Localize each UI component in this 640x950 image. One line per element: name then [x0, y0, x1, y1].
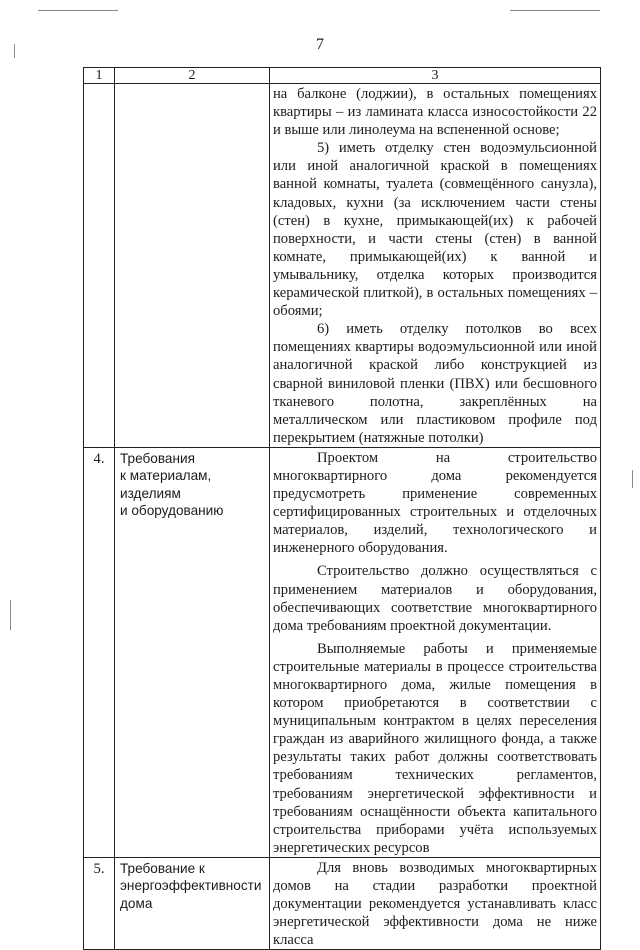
paragraph: 6) иметь отделку потолков во всех помещениях квартиры водоэмульсионной или иной аналогичной краской либо конструкцией из сварной виниловой пленки (ПВХ) или бесшовного тканевого полотна, закреплённых на металлическом или пластиковом профиле под перекрытием (натяжные потолки) — [273, 321, 597, 446]
name-line: дома — [120, 895, 153, 911]
paragraph: Выполняемые работы и применяемые строительные материалы в процессе строительства многоквартирного дома, жилые помещения в котором приобретаются в соответствии с муниципальным контрактом в целях переселения граждан из аварийного жилищного фонда, а также результаты таких работ должны соответствовать требованиям технических регламентов, требованиям энергетической эффективности и требованиям оснащённости объекта капитального строительства приборами учёта используемых энергетических ресурсов — [273, 640, 597, 856]
requirement-content — [270, 447, 601, 857]
table-row — [84, 447, 601, 857]
table-row — [84, 84, 601, 448]
name-line: изделиям — [120, 485, 181, 501]
name-line: и оборудованию — [120, 503, 224, 519]
scan-mark — [38, 10, 118, 11]
name-line: энергоэффективности — [120, 878, 262, 894]
row-number: 4. — [84, 447, 115, 857]
name-line: Требования — [120, 450, 195, 466]
column-header: 1 — [84, 68, 115, 84]
paragraph: Проектом на строительство многоквартирного дома рекомендуется предусмотреть применение современных сертифицированных строительных и отделочных материалов, изделий, технологического и инженерного оборудования. — [273, 449, 597, 557]
column-header: 2 — [115, 68, 270, 84]
page-number: 7 — [316, 36, 324, 53]
scan-mark — [510, 10, 600, 11]
requirement-name — [115, 857, 270, 949]
paragraph: Для вновь возводимых многоквартирных домов на стадии разработки проектной документации рекомендуется устанавливать класс энергетической эффективности дома не ниже класса — [273, 859, 597, 949]
requirement-name — [115, 84, 270, 448]
table-row — [84, 857, 601, 949]
requirement-name — [115, 447, 270, 857]
name-line: к материалам, — [120, 468, 212, 484]
scan-mark — [10, 600, 11, 630]
requirement-content — [270, 84, 601, 448]
requirement-content — [270, 857, 601, 949]
row-number: 5. — [84, 857, 115, 949]
name-line: Требование к — [120, 860, 205, 876]
scan-mark — [632, 470, 633, 488]
requirements-table — [83, 67, 601, 950]
paragraph: Строительство должно осуществляться с применением материалов и оборудования, обеспечивающих соответствие многоквартирного дома требованиям проектной документации. — [273, 563, 597, 634]
paragraph: на балконе (лоджии), в остальных помещениях квартиры – из ламината класса износостойкости 22 и выше или линолеума на вспененной основе; — [273, 86, 597, 139]
table-header-row — [84, 68, 601, 84]
paragraph: 5) иметь отделку стен водоэмульсионной или иной аналогичной краской в помещениях ванной комнаты, туалета (совмещённого санузла), кладовых, кухни (за исключением части стены (стен) в кухне, примыкающей(их) к рабочей поверхности, и части стены (стен) в ванной комнате, примыкающей(их) к ванной и умывальнику, отделка которых производится керамической плиткой), в остальных помещениях – обоями; — [273, 140, 597, 320]
column-header: 3 — [270, 68, 601, 84]
row-number — [84, 84, 115, 448]
